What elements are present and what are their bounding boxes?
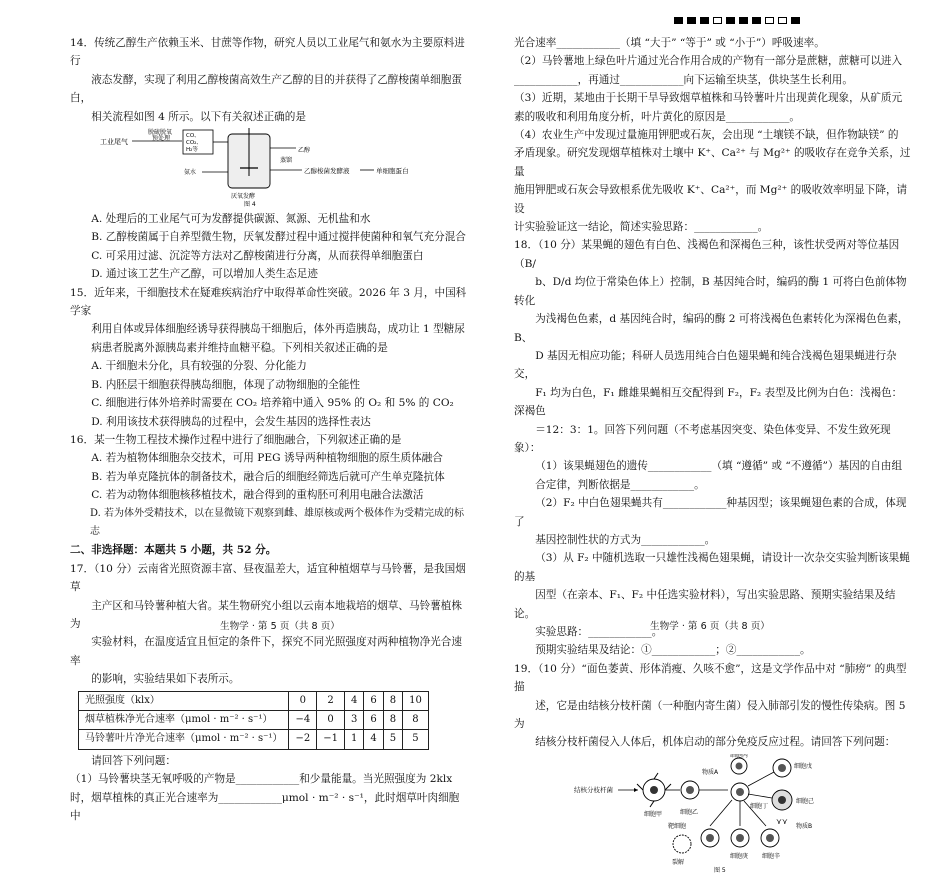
fig4-gas3: H₂等 — [186, 147, 198, 154]
mark — [752, 17, 761, 24]
figure-5-diagram — [514, 754, 912, 874]
q18-line: 18．（10 分）某果蝇的翅色有白色、浅褐色和深褐色三种，该性状受两对等位基因（B/ — [514, 239, 900, 270]
cell-g2-icon — [731, 829, 749, 847]
fig4-tank: 厌氧发酵 — [231, 193, 256, 201]
q17-stem-2: 主产区和马铃薯种植大省。某生物研究小组以云南本地栽培的烟草、马铃薯植株为 — [70, 599, 462, 630]
cell-g-icon — [701, 829, 719, 847]
q17-part1-end: 光合速率____________（填 “大于” “等于” 或 “小于”）呼吸速率。 — [514, 37, 825, 49]
fig4-exhaust: 工业尾气 — [100, 138, 128, 147]
figure-4-diagram — [70, 128, 468, 208]
q17-part4-cont: 施用钾肥或石灰会导致根系优先吸收 K⁺、Ca²⁺，而 Mg²⁺ 的吸收效率明显下降，请设 — [514, 184, 908, 215]
fig5-mat-b: 物质B — [796, 822, 813, 830]
table-header-cell: 10 — [403, 691, 429, 710]
left-column — [70, 34, 468, 825]
fig5-bacteria: 结核分枝杆菌 — [574, 785, 613, 794]
table-cell: 0 — [317, 711, 345, 730]
q18-line: 为浅褐色色素，d 基因纯合时，编码的酶 2 可将浅褐色色素转化为深褐色色素，B、 — [514, 313, 909, 344]
table-header-cell: 光照强度（klx） — [79, 691, 289, 710]
table-cell: −1 — [317, 730, 345, 749]
fig5-target: 靶细胞 — [668, 822, 687, 830]
q17-part2: （2）马铃薯地上绿色叶片通过光合作用合成的产物有一部分是蔗糖，蔗糖可以进入 — [514, 55, 903, 68]
table-header-cell: 6 — [364, 691, 383, 710]
mark — [791, 17, 800, 24]
q17-stem-4: 的影响，实验结果如下表所示。 — [91, 673, 240, 686]
q15-option-d: D. 利用该技术获得胰岛的过程中，会发生基因的选择性表达 — [91, 415, 371, 428]
q16-option-c: C. 若为动物体细胞核移植技术，融合得到的重构胚可利用电融合法激活 — [91, 489, 424, 502]
cell-h-icon — [761, 829, 779, 847]
cell-e-icon — [773, 759, 791, 777]
q18-line: ＝12：3：1。回答下列问题（不考虑基因突变、染色体变异、不发生致死现象）： — [514, 423, 891, 454]
table-cell: 8 — [403, 711, 429, 730]
q18-line: （1）该果蝇翅色的遗传____________（填 “遵循” 或 “不遵循”）基因的自由组 — [535, 460, 903, 473]
q14-option-d: D. 通过该工艺生产乙醇，可以增加人类生态足迹 — [91, 268, 318, 281]
table-header-cell: 2 — [317, 691, 345, 710]
q16-stem: 16．某一生物工程技术操作过程中进行了细胞融合，下列叙述正确的是 — [70, 433, 402, 446]
fig4-residue: 蒸馏 — [280, 157, 293, 165]
table-header-cell: 8 — [383, 691, 402, 710]
table-cell: 烟草植株净光合速率（μmol · m⁻² · s⁻¹） — [79, 711, 289, 730]
q17-part4-cont: 计实验验证这一结论，简述实验思路：____________。 — [514, 221, 769, 234]
q16-option-d: D. 若为体外受精技术，以在显微镜下观察到雌、雄原核或两个极体作为受精完成的标志 — [90, 507, 465, 537]
q15-option-a: A. 干细胞未分化，具有较强的分裂、分化能力 — [91, 360, 307, 373]
q17-part4: （4）农业生产中发现过量施用钾肥或石灰，会出现 “土壤镁不缺，但作物缺镁” 的 — [514, 129, 899, 142]
q16-option-a: A. 若为植物体细胞杂交技术，可用 PEG 诱导两种植物细胞的原生质体融合 — [91, 452, 443, 465]
fig5-cell-h: 细胞辛 — [762, 852, 781, 860]
right-column — [514, 34, 912, 876]
q17-ask: 请回答下列问题： — [91, 754, 176, 767]
mark — [726, 17, 735, 24]
fig5-cell-a: 细胞甲 — [644, 810, 663, 818]
table-cell: −4 — [289, 711, 317, 730]
q18-line: 因型（在亲本、F₁、F₂ 中任选实验材料），写出实验思路、预期实验结果及结论。 — [514, 589, 896, 620]
cell-b-icon — [681, 781, 699, 799]
fig4-caption: 图 4 — [244, 201, 256, 209]
q17-part3: （3）近期，某地由于长期干旱导致烟草植株和马铃薯叶片出现黄化现象，从矿质元 — [514, 92, 903, 105]
mark — [739, 17, 748, 24]
q19-line: 结核分枝杆菌侵入人体后，机体启动的部分免疫反应过程。请回答下列问题： — [535, 736, 896, 749]
mark — [687, 17, 696, 24]
table-row — [79, 730, 429, 749]
table-header-cell: 0 — [289, 691, 317, 710]
table-cell: 5 — [383, 730, 402, 749]
q14-option-a: A. 处理后的工业尾气可为发酵提供碳源、氮源、无机盐和水 — [91, 213, 371, 226]
fig5-cell-g: 细胞庚 — [730, 852, 749, 860]
fig5-lysis: 裂解 — [672, 858, 685, 866]
table-cell: 马铃薯叶片净光合速率（μmol · m⁻² · s⁻¹） — [79, 730, 289, 749]
q17-stem-3: 实验材料，在温度适宜且恒定的条件下，探究不同光照强度对两种植物净光合速率 — [70, 636, 462, 667]
q17-stem: 17．（10 分）云南省光照资源丰富、昼夜温差大，适宜种植烟草与马铃薯，是我国烟草 — [70, 562, 466, 594]
mark — [700, 17, 709, 24]
table-cell: 1 — [344, 730, 363, 749]
q18-line: （2）F₂ 中白色翅果蝇共有____________种基因型；该果蝇翅色素的合成，体现了 — [514, 497, 907, 528]
cell-d-icon — [731, 783, 749, 801]
footer-left: 生物学 · 第 5 页（共 8 页） — [220, 621, 340, 632]
q17-part4-cont: 矛盾现象。研究发现烟草植株对土壤中 K⁺、Ca²⁺ 与 Mg²⁺ 的吸收存在竞争关系，过量 — [514, 147, 911, 178]
mark — [674, 17, 683, 24]
table-header-row — [79, 691, 429, 710]
mark — [778, 17, 787, 24]
fig5-cell-e: 细胞戊 — [794, 762, 813, 770]
fig4-ammonia: 氨水 — [184, 169, 197, 177]
table-header-cell: 4 — [344, 691, 363, 710]
q15-option-c: C. 细胞进行体外培养时需要在 CO₂ 培养箱中通入 95% 的 O₂ 和 5% 的 CO₂ — [91, 397, 454, 410]
table-cell: 8 — [383, 711, 402, 730]
q14-stem-3: 相关流程如图 4 所示。以下有关叙述正确的是 — [91, 110, 306, 123]
cell-f-icon — [772, 790, 792, 810]
fig4-gas1: CO、 — [186, 133, 200, 140]
q18-line: 预期实验结果及结论：①____________；②____________。 — [535, 644, 811, 657]
section-2-heading: 二、非选择题：本题共 5 小题，共 52 分。 — [70, 544, 277, 557]
q15-stem-3: 病患者脱离外源胰岛素并维持血糖平稳。下列相关叙述正确的是 — [91, 341, 388, 354]
q19-line: 19．（10 分）“面色萎黄、形体消瘦、久咳不愈”，这是文学作品中对 “肺痨” 的典型描 — [514, 662, 907, 694]
fig4-broth: 乙醇梭菌发酵液 — [304, 167, 350, 176]
fig4-protein: 单细胞蛋白 — [376, 167, 409, 176]
fig4-ethanol: 乙醇 — [298, 147, 311, 155]
q16-option-b: B. 若为单克隆抗体的制备技术，融合后的细胞经筛选后就可产生单克隆抗体 — [91, 470, 445, 483]
table-cell: −2 — [289, 730, 317, 749]
q15-option-b: B. 内胚层干细胞获得胰岛细胞，体现了动物细胞的全能性 — [91, 378, 360, 391]
q18-line: D 基因无相应功能；科研人员选用纯合白色翅果蝇和纯合浅褐色翅果蝇进行杂交， — [514, 349, 897, 381]
antibody-icon: ⋎⋎ — [776, 816, 788, 826]
header-marks — [674, 17, 800, 24]
fig5-mat-a: 物质A — [702, 768, 719, 776]
q15-stem: 15．近年来，干细胞技术在疑难疾病治疗中取得革命性突破。2026 年 3 月，中国科学家 — [70, 286, 467, 318]
table-row — [79, 711, 429, 730]
mark — [765, 17, 774, 24]
q19-line: 述，它是由结核分枝杆菌（一种胞内寄生菌）侵入肺部引发的慢性传染病。图 5 为 — [514, 699, 906, 731]
fig5-cell-b: 细胞乙 — [680, 808, 699, 816]
table-cell: 3 — [344, 711, 363, 730]
q18-line: F₁ 均为白色，F₁ 雌雄果蝇相互交配得到 F₂，F₂ 表型及比例为白色：浅褐色：深褐色 — [514, 386, 903, 418]
q17-part2-cont: ____________，再通过____________向下运输至块茎，供块茎生长利用。 — [514, 73, 853, 86]
q14-stem-2: 液态发酵，实现了利用乙醇梭菌高效生产乙醇的目的并获得了乙醇梭菌单细胞蛋白， — [70, 73, 462, 105]
q18-line: b、D/d 均位于常染色体上）控制，B 基因纯合时，编码的酶 1 可将白色前体物转化 — [514, 276, 907, 307]
cell-c-icon — [731, 758, 747, 774]
fig4-desulf: 脱硫脱氧 — [148, 129, 173, 137]
q17-table — [78, 691, 429, 750]
q14-option-c: C. 可采用过滤、沉淀等方法对乙醇梭菌进行分离，从而获得单细胞蛋白 — [91, 249, 424, 262]
figure-5 — [514, 754, 912, 874]
fig5-cell-d: 细胞丁 — [750, 802, 769, 810]
fig5-caption: 图 5 — [714, 866, 726, 874]
q17-part3-cont: 素的吸收和利用角度分析，叶片黄化的原因是____________。 — [514, 110, 801, 123]
fig5-cell-c: 细胞丙 — [730, 753, 749, 759]
target-cell-icon — [673, 835, 691, 853]
table-cell: 4 — [364, 730, 383, 749]
table-cell: 6 — [364, 711, 383, 730]
fig4-gas2: CO₂、 — [186, 140, 202, 147]
q18-line: 合定律，判断依据是____________。 — [535, 478, 705, 491]
q18-line: 实验思路：____________。 — [535, 626, 663, 638]
q14-stem: 14．传统乙醇生产依赖玉米、甘蔗等作物，研究人员以工业尾气和氨水为主要原料进行 — [70, 37, 465, 68]
figure-4 — [70, 128, 468, 208]
q18-line: （3）从 F₂ 中随机选取一只雄性浅褐色翅果蝇，请设计一次杂交实验判断该果蝇的基 — [514, 552, 910, 583]
q14-option-b: B. 乙醇梭菌属于自养型微生物，厌氧发酵过程中通过搅拌使菌种和氧气充分混合 — [91, 231, 466, 244]
footer-right: 生物学 · 第 6 页（共 8 页） — [650, 621, 770, 632]
fig5-cell-f: 细胞己 — [796, 797, 815, 805]
table-cell: 5 — [403, 730, 429, 749]
q17-part1: （1）马铃薯块茎无氧呼吸的产物是____________和少量能量。当光照强度为 2klx — [70, 773, 453, 786]
mark — [713, 17, 722, 24]
q15-stem-2: 利用自体或异体细胞经诱导获得胰岛干细胞后，体外再造胰岛，成功让 1 型糖尿 — [91, 323, 465, 336]
fig4-pre: 预处理 — [152, 135, 171, 143]
q18-line: 基因控制性状的方式为____________。 — [535, 533, 716, 546]
q17-part1-cont: 时，烟草植株的真正光合速率为____________μmol · m⁻² · s⁻¹，此时烟草叶肉细胞中 — [70, 791, 460, 823]
